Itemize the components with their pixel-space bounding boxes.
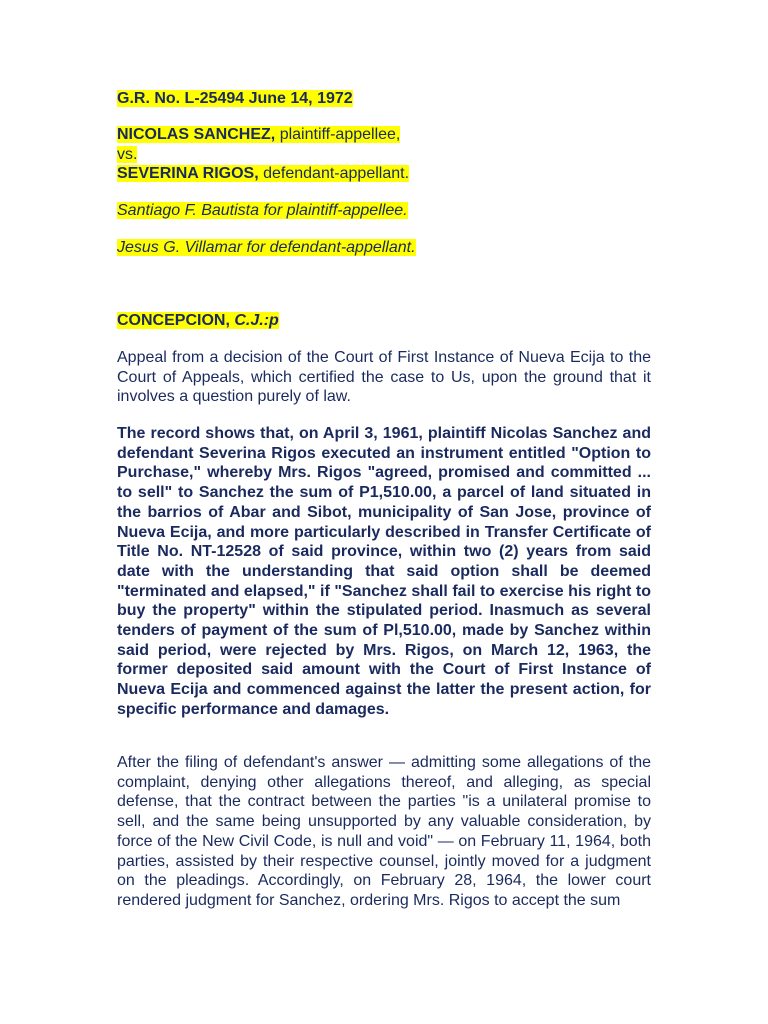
ponente-title: C.J.:p <box>234 312 279 329</box>
defendant-line <box>117 164 409 183</box>
case-number: G.R. No. L-25494 June 14, 1972 <box>117 90 353 107</box>
body-paragraph-2: The record shows that, on April 3, 1961, plaintiff Nicolas Sanchez and defendant Severina Rigos executed an instrument entitled "Option to Purchase," whereby Mrs. Rigos "agreed, promised and committed ... to sell" to Sanchez the sum of P1,510.00, a parcel of land situated in the barrios of Abar and Sibot, municipality of San Jose, province of Nueva Ecija, and more particularly described in Transfer Certificate of Title No. NT-12528 of said province, within two (2) years from said date with the understanding that said option shall be deemed "terminated and elapsed," if "Sanchez shall fail to exercise his right to buy the property" within the stipulated period. Inasmuch as several tenders of payment of the sum of Pl,510.00, made by Sanchez within said period, were rejected by Mrs. Rigos, on March 12, 1963, the former deposited said amount with the Court of First Instance of Nueva Ecija and commenced against the latter the present action, for specific performance and damages. <box>117 425 651 718</box>
plaintiff-counsel: Santiago F. Bautista for plaintiff-appellee. <box>117 202 408 219</box>
plaintiff-name: NICOLAS SANCHEZ, <box>117 126 276 143</box>
versus-text: vs. <box>117 146 138 163</box>
plaintiff-line <box>117 125 400 144</box>
plaintiff-counsel-line <box>117 201 408 220</box>
ponente-line <box>117 311 279 330</box>
case-number-line <box>117 89 353 108</box>
body-paragraph-1: Appeal from a decision of the Court of First Instance of Nueva Ecija to the Court of Appeals, which certified the case to Us, upon the ground that it involves a question purely of law. <box>117 349 651 406</box>
ponente-name: CONCEPCION, <box>117 312 230 329</box>
ponente-highlight <box>117 312 279 329</box>
body-paragraph-3: After the filing of defendant's answer — admitting some allegations of the complaint, denying other allegations thereof, and alleging, as special defense, that the contract between the parties "is a unilateral promise to sell, and the same being unsupported by any valuable consideration, by force of the New Civil Code, is null and void" — on February 11, 1964, both parties, assisted by their respective counsel, jointly moved for a judgment on the pleadings. Accordingly, on February 28, 1964, the lower court rendered judgment for Sanchez, ordering Mrs. Rigos to accept the sum <box>117 754 651 909</box>
versus-line <box>117 145 137 164</box>
defendant-highlight <box>117 165 409 182</box>
plaintiff-role: plaintiff-appellee, <box>279 126 401 143</box>
defendant-counsel-line <box>117 238 416 257</box>
defendant-role: defendant-appellant. <box>263 165 410 182</box>
defendant-name: SEVERINA RIGOS, <box>117 165 259 182</box>
plaintiff-highlight <box>117 126 400 143</box>
defendant-counsel: Jesus G. Villamar for defendant-appellant. <box>117 239 416 256</box>
